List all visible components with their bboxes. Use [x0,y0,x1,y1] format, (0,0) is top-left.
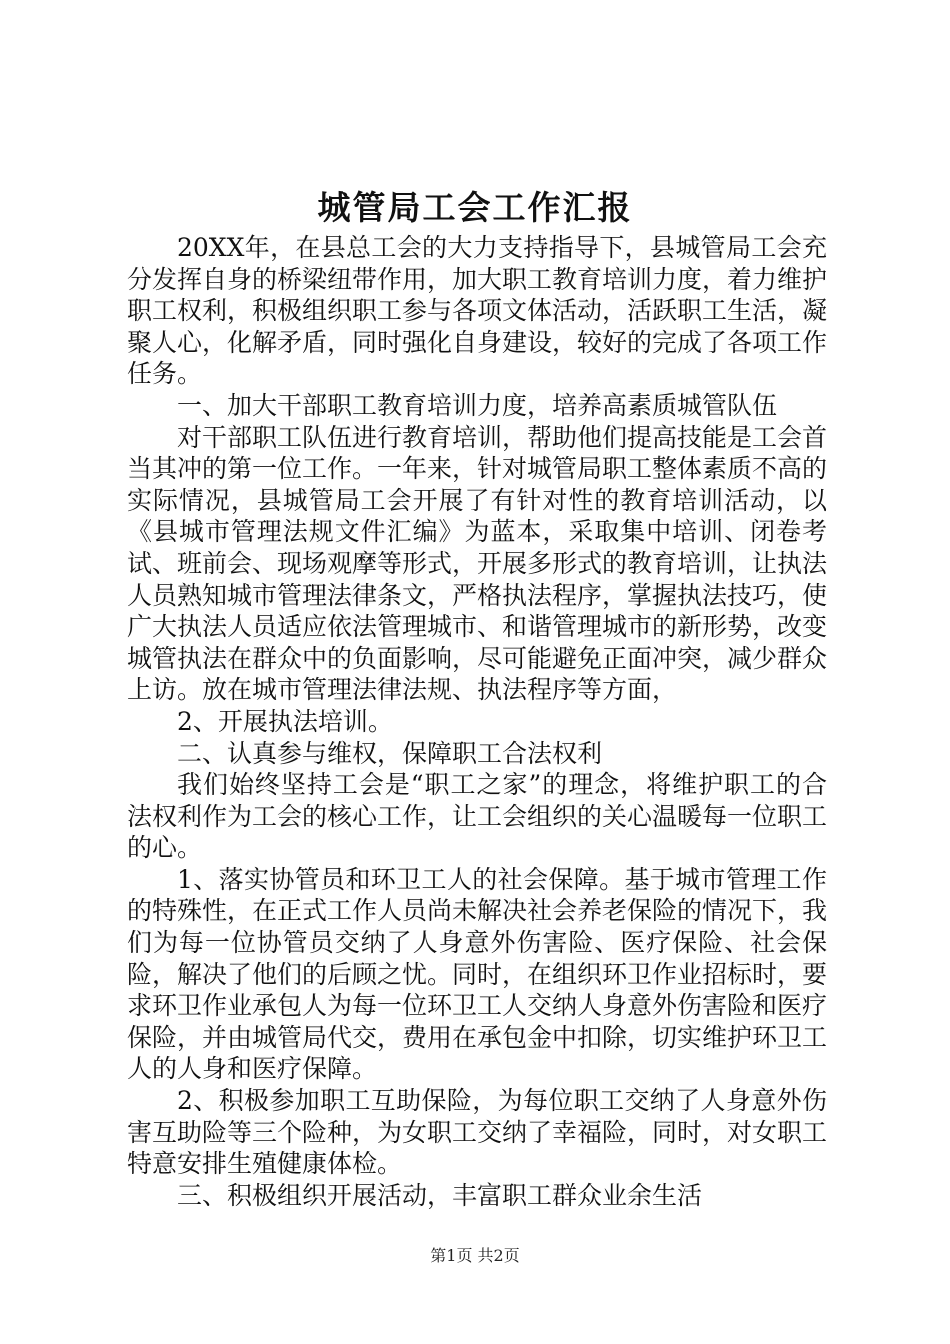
page-number: 第1页 共2页 [430,1246,520,1265]
paragraph-item-2-insurance: 2、积极参加职工互助保险，为每位职工交纳了人身意外伤害互助险等三个险种，为女职工交纳了幸福险，同时，对女职工特意安排生殖健康体检。 [127,1086,828,1179]
section-heading-2: 二、认真参与维权，保障职工合法权利 [177,738,603,768]
document-title: 城管局工会工作汇报 [317,188,633,227]
section-heading-1: 一、加大干部职工教育培训力度，培养高素质城管队伍 [177,390,778,420]
paragraph-intro: 20XX年，在县总工会的大力支持指导下，县城管局工会充分发挥自身的桥梁纽带作用，加大职工教育培训力度，着力维护职工权利，积极组织职工参与各项文体活动，活跃职工生活，凝聚人心，化解矛盾，同时强化自身建设，较好的完成了各项工作任务。 [127,233,828,389]
paragraph-training: 对干部职工队伍进行教育培训，帮助他们提高技能是工会首当其冲的第一位工作。一年来，针对城管局职工整体素质不高的实际情况，县城管局工会开展了有针对性的教育培训活动，以《县城市管理法规文件汇编》为蓝本，采取集中培训、闭卷考试、班前会、现场观摩等形式，开展多形式的教育培训，让执法人员熟知城市管理法律条文，严格执法程序，掌握执法技巧，使广大执法人员适应依法管理城市、和谐管理城市的新形势，改变城管执法在群众中的负面影响，尽可能避免正面冲突，减少群众上访。放在城市管理法律法规、执法程序等方面， [127,422,828,705]
paragraph-item-2-training: 2、开展执法培训。 [177,706,393,736]
paragraph-item-1-security: 1、落实协管员和环卫工人的社会保障。基于城市管理工作的特殊性，在正式工作人员尚未解决社会养老保险的情况下，我们为每一位协管员交纳了人身意外伤害险、医疗保险、社会保险，解决了他们的后顾之忧。同时，在组织环卫作业招标时，要求环卫作业承包人为每一位环卫工人交纳人身意外伤害险和医疗保险，并由城管局代交，费用在承包金中扣除，切实维护环卫工人的人身和医疗保障。 [127,864,828,1084]
section-heading-3: 三、积极组织开展活动，丰富职工群众业余生活 [177,1180,703,1210]
paragraph-rights: 我们始终坚持工会是“职工之家”的理念，将维护职工的合法权利作为工会的核心工作，让工会组织的关心温暖每一位职工的心。 [127,770,828,863]
document-body [127,232,827,1211]
